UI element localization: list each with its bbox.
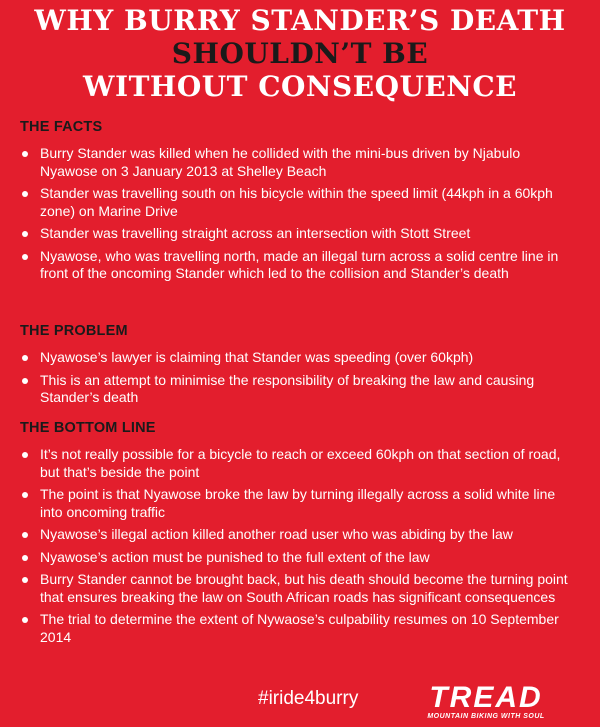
problem-heading: THE PROBLEM — [20, 323, 128, 339]
list-item — [20, 185, 580, 220]
poster-title — [0, 4, 600, 103]
bottom-line-heading: THE BOTTOM LINE — [20, 420, 156, 436]
list-item-text: Nyawose’s lawyer is claiming that Stander was speeding (over 60kph) — [40, 349, 474, 365]
bullet-icon — [22, 254, 28, 260]
list-item — [20, 372, 580, 407]
bullet-icon — [22, 191, 28, 197]
bottom-line-list — [20, 446, 580, 651]
tread-logo — [396, 680, 576, 720]
list-item — [20, 446, 580, 481]
list-item-text: It’s not really possible for a bicycle to reach or exceed 60kph on that section of road, but that’s beside the point — [40, 446, 561, 480]
facts-list — [20, 145, 580, 288]
list-item-text: Nyawose’s action must be punished to the full extent of the law — [40, 548, 430, 565]
bullet-icon — [22, 532, 28, 538]
bullet-icon — [22, 151, 28, 157]
facts-heading: THE FACTS — [20, 119, 103, 135]
title-line-3: WITHOUT CONSEQUENCE — [83, 70, 517, 103]
list-item — [20, 349, 580, 367]
title-line-2: SHOULDN’T BE — [171, 37, 429, 70]
list-item — [20, 248, 580, 283]
bullet-icon — [22, 577, 28, 583]
list-item — [20, 145, 580, 180]
list-item — [20, 549, 580, 567]
bullet-icon — [22, 617, 28, 623]
list-item-text: Stander was travelling south on his bicycle within the speed limit (44kph in a 60kph zone) on Marine Drive — [40, 185, 553, 219]
list-item — [20, 225, 580, 243]
bullet-icon — [22, 555, 28, 561]
list-item-text: This is an attempt to minimise the responsibility of breaking the law and causing Stander’s death — [40, 371, 535, 405]
logo-wordmark: TREAD — [429, 681, 543, 714]
bullet-icon — [22, 452, 28, 458]
bullet-icon — [22, 378, 28, 384]
hashtag: #iride4burry — [258, 688, 359, 709]
list-item-text: Nyawose, who was travelling north, made an illegal turn across a solid centre line in front of the oncoming Stander which led to the collision and Stander’s death — [40, 247, 559, 281]
list-item — [20, 486, 580, 521]
title-line-1: WHY BURRY STANDER’S DEATH — [34, 4, 566, 37]
bullet-icon — [22, 492, 28, 498]
list-item-text: Burry Stander cannot be brought back, but his death should become the turning point that ensures breaking the law on South African roads has significant consequences — [40, 571, 568, 605]
list-item — [20, 571, 580, 606]
list-item-text: The trial to determine the extent of Nywaose’s culpability resumes on 10 September 2014 — [40, 611, 559, 645]
list-item-text: Nyawose’s illegal action killed another road user who was abiding by the law — [40, 526, 513, 542]
bullet-icon — [22, 231, 28, 237]
list-item-text: Stander was travelling straight across an intersection with Stott Street — [40, 225, 471, 241]
list-item-text: Burry Stander was killed when he collided with the mini-bus driven by Njabulo Nyawose on 3 January 2013 at Shelley Beach — [40, 145, 521, 179]
list-item — [20, 526, 580, 544]
list-item — [20, 611, 580, 646]
bullet-icon — [22, 355, 28, 361]
logo-tagline: MOUNTAIN BIKING WITH SOUL — [427, 713, 545, 720]
problem-list — [20, 349, 580, 412]
list-item-text: The point is that Nyawose broke the law by turning illegally across a solid white line into oncoming traffic — [40, 486, 556, 520]
